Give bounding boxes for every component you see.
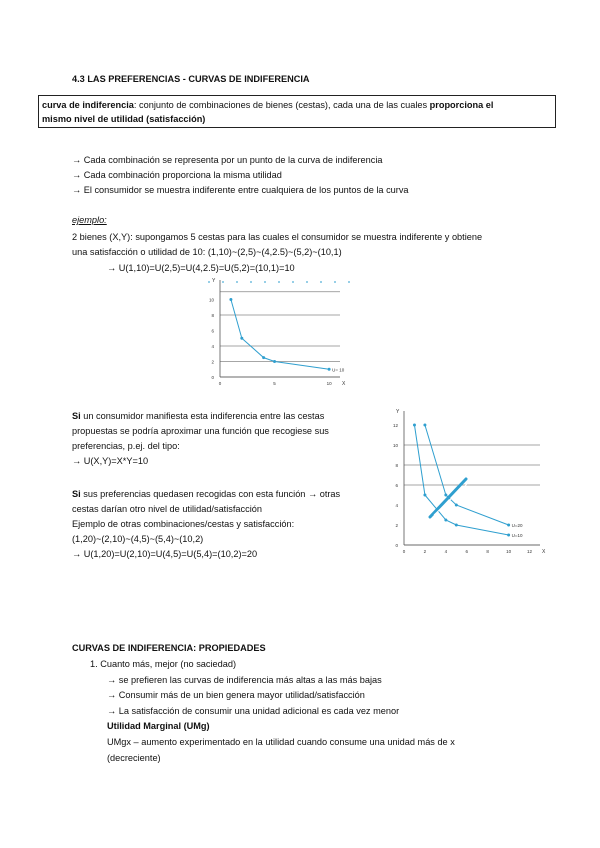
y-tick-label: 10: [208, 297, 214, 303]
para1-line-3: preferencias, p.ej. del tipo:: [72, 441, 180, 451]
definition-line-2: [39, 112, 555, 126]
x-tick-label: 0: [218, 381, 222, 386]
para2-line-5: → U(1,20)=U(2,10)=U(4,5)=U(5,4)=(10,2)=20: [72, 549, 258, 559]
data-point: [455, 504, 458, 507]
y-tick-label: 4: [211, 344, 214, 349]
umg-title: Utilidad Marginal (UMg): [107, 721, 210, 731]
para2-line-4: (1,20)~(2,10)~(4,5)~(5,4)~(10,2): [72, 534, 204, 544]
properties-sub-2: → Consumir más de un bien genera mayor utilidad/satisfacción: [107, 690, 365, 700]
example-line-1: 2 bienes (X,Y): supongamos 5 cestas para las cuales el consumidor se muestra indiferente y obtiene: [72, 232, 483, 242]
bullet-1: → Cada combinación se representa por un punto de la curva de indiferencia: [72, 155, 383, 165]
data-point: [444, 494, 447, 497]
series-line-1: [414, 425, 508, 535]
x-axis-label: X: [542, 549, 546, 555]
data-point: [455, 524, 458, 527]
y-tick-label: 6: [211, 328, 214, 334]
series-label: U=20: [511, 523, 523, 528]
para2-line-2: cestas darían otro nivel de utilidad/satisfacción: [72, 504, 262, 514]
definition-line-1: [39, 98, 555, 112]
indifference-chart-u10: [200, 276, 360, 392]
data-point: [507, 524, 510, 527]
x-axis-label: X: [342, 381, 346, 387]
y-tick-label: 8: [211, 313, 214, 318]
data-point: [328, 368, 331, 371]
definition-term: curva de indiferencia: [42, 100, 134, 110]
definition-bold-2: mismo nivel de utilidad (satisfacción): [42, 114, 206, 124]
utility-arrow-highlight: [434, 483, 468, 515]
y-tick-label: 0: [211, 375, 214, 380]
para1-text-1: un consumidor manifiesta esta indiferencia entre las cestas: [80, 411, 325, 421]
example-line-2: una satisfacción o utilidad de 10: (1,10)~(2,5)~(4,2.5)~(5,2)~(10,1): [72, 247, 342, 257]
y-tick-label: 2: [211, 359, 214, 365]
y-axis-label: Y: [212, 278, 216, 284]
data-point: [262, 356, 265, 359]
x-tick-label: 0: [402, 549, 406, 554]
para1-line-2: propuestas se podría aproximar una función que recogiese sus: [72, 426, 329, 436]
data-point: [229, 298, 232, 301]
para2-text-1: sus preferencias quedasen recogidas con esta función → otras: [80, 489, 341, 499]
para1-bold: Si: [72, 411, 81, 421]
y-tick-label: 12: [392, 423, 398, 428]
data-point: [413, 424, 416, 427]
example-label: ejemplo:: [72, 215, 107, 225]
example-line-3: → U(1,10)=U(2,5)=U(4,2.5)=U(5,2)=(10,1)=10: [107, 263, 295, 273]
para1-line-1: [72, 410, 324, 423]
y-tick-label: 10: [392, 443, 398, 448]
properties-sub-3: → La satisfacción de consumir una unidad adicional es cada vez menor: [107, 706, 400, 716]
para2-line-3: Ejemplo de otras combinaciones/cestas y satisfacción:: [72, 519, 295, 529]
x-tick-label: 4: [444, 549, 448, 554]
para2-bold: Si: [72, 489, 81, 499]
definition-text: : conjunto de combinaciones de bienes (cestas), cada una de las cuales: [133, 100, 430, 110]
properties-sub-1: → se prefieren las curvas de indiferencia más altas a las más bajas: [107, 675, 382, 685]
data-point: [444, 519, 447, 522]
x-tick-label: 5: [273, 381, 276, 386]
definition-box: [38, 95, 556, 128]
properties-item-1: 1. Cuanto más, mejor (no saciedad): [90, 659, 237, 669]
series-label: U= 10: [332, 367, 345, 373]
para1-line-4: → U(X,Y)=X*Y=10: [72, 456, 149, 466]
series-line-0: [231, 300, 329, 370]
x-tick-label: 8: [486, 549, 489, 554]
y-tick-label: 2: [395, 523, 398, 528]
y-tick-label: 4: [395, 503, 398, 508]
y-tick-label: 8: [395, 463, 398, 468]
section-title: 4.3 LAS PREFERENCIAS - CURVAS DE INDIFERENCIA: [72, 74, 310, 84]
x-tick-label: 12: [527, 549, 533, 554]
data-point: [507, 534, 510, 537]
y-tick-label: 0: [395, 543, 398, 548]
x-tick-label: 6: [465, 549, 469, 554]
series-label: U=10: [511, 533, 523, 538]
data-point: [423, 494, 426, 497]
y-tick-label: 6: [395, 483, 398, 488]
bullet-3: → El consumidor se muestra indiferente entre cualquiera de los puntos de la curva: [72, 185, 409, 195]
data-point: [423, 424, 426, 427]
y-axis-label: Y: [396, 409, 400, 415]
para2-line-1: [72, 488, 340, 501]
data-point: [240, 337, 243, 340]
properties-title: CURVAS DE INDIFERENCIA: PROPIEDADES: [72, 643, 266, 653]
definition-bold-1: proporciona el: [429, 100, 494, 110]
indifference-chart-u10-u20: [392, 405, 548, 555]
bullet-2: → Cada combinación proporciona la misma utilidad: [72, 170, 282, 180]
x-tick-label: 10: [506, 549, 512, 554]
umg-line-1: UMgx – aumento experimentado en la utilidad cuando consume una unidad más de x: [107, 737, 455, 747]
x-tick-label: 10: [326, 381, 332, 386]
x-tick-label: 2: [423, 549, 427, 554]
data-point: [273, 360, 276, 363]
umg-line-2: (decreciente): [107, 753, 161, 763]
